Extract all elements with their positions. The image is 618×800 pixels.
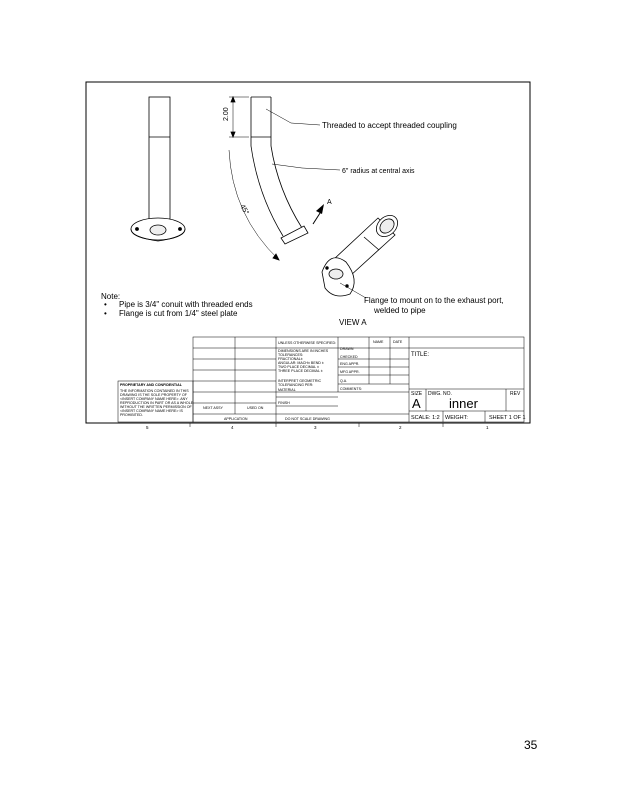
left-pipe-body [149, 97, 170, 219]
left-bolt-hole-b [179, 228, 182, 231]
threaded-callout: Threaded to accept threaded coupling [322, 121, 457, 130]
rev-label: REV [510, 391, 521, 397]
do-not-scale: DO NOT SCALE DRAWING [285, 417, 330, 421]
tolerances-label: TOLERANCES: [278, 353, 304, 357]
interpret-line-2: TOLERANCING PER: [278, 383, 314, 387]
drawn-label: DRAWN [340, 347, 354, 351]
proprietary-line-1: THE INFORMATION CONTAINED IN THIS [120, 389, 189, 393]
size-value: A [412, 396, 421, 411]
zone-4: 4 [231, 425, 234, 430]
dwg-no-label: DWG. NO. [428, 391, 452, 397]
material-label: MATERIAL [278, 388, 296, 392]
dim-arrow-down [231, 132, 235, 137]
size-label: SIZE [411, 391, 423, 397]
view-a-arrowhead [316, 204, 324, 214]
mfg-appr-label: MFG APPR. [340, 370, 360, 374]
left-bolt-hole-a [136, 228, 139, 231]
dim-length-label: 2.00 [223, 107, 230, 121]
flange-callout-line1: Flange to mount on to the exhaust port, [364, 296, 504, 305]
view-a-bolt-a [326, 267, 329, 270]
pipe-bottom-flange [281, 226, 308, 244]
proprietary-line-5: WITHOUT THE WRITTEN PERMISSION OF [120, 405, 192, 409]
date-header: DATE [393, 340, 403, 344]
notes-heading: Note: [101, 292, 121, 301]
view-a-flange-hole [329, 269, 343, 279]
view-a-arrow [313, 204, 324, 224]
angular-label: ANGULAR: MACH± BEND ± [278, 361, 324, 365]
name-header: NAME [373, 340, 384, 344]
next-assy-label: NEXT ASSY [203, 406, 223, 410]
pipe-bend-left-edge [251, 146, 283, 236]
dims-in-inches: DIMENSIONS ARE IN INCHES [278, 349, 329, 353]
weight-label: WEIGHT: [445, 415, 468, 421]
title-block-text [120, 340, 403, 421]
scale-label: SCALE: 1:2 [411, 415, 440, 421]
interpret-line-1: INTERPRET GEOMETRIC [278, 379, 322, 383]
zone-1: 1 [486, 425, 489, 430]
proprietary-line-6: <INSERT COMPANY NAME HERE> IS [120, 409, 183, 413]
page-number: 35 [524, 738, 538, 752]
proprietary-heading: PROPRIETARY AND CONFIDENTIAL [120, 383, 182, 387]
zone-2: 2 [399, 425, 402, 430]
view-a-label: VIEW A [339, 318, 367, 327]
three-place-label: THREE PLACE DECIMAL ± [278, 369, 323, 373]
comments-label: COMMENTS: [340, 387, 362, 391]
sheet-count: SHEET 1 OF 1 [489, 415, 526, 421]
dim-angle-label: 45° [238, 203, 250, 217]
zone-markers [146, 423, 489, 430]
used-on-label: USED ON [247, 406, 264, 410]
left-flange-hole [150, 225, 166, 235]
finish-label: FINISH [278, 401, 290, 405]
fractional-label: FRACTIONAL± [278, 357, 303, 361]
radius-leader [272, 164, 340, 170]
threaded-leader [266, 109, 320, 125]
note-item-2: Flange is cut from 1/4" steel plate [119, 309, 238, 318]
two-place-label: TWO PLACE DECIMAL ± [278, 365, 319, 369]
dwg-no-value: inner [449, 396, 478, 411]
note-item-1: Pipe is 3/4" conuit with threaded ends [119, 300, 253, 309]
flange-callout-line2: welded to pipe [374, 306, 426, 315]
qa-label: Q.A. [340, 379, 348, 383]
proprietary-line-4: REPRODUCTION IN PART OR AS A WHOLE [120, 401, 194, 405]
pipe-bend-right-edge [271, 146, 302, 228]
note-bullet-2: • [104, 309, 107, 318]
left-pipe-view [131, 97, 185, 241]
eng-appr-label: ENG APPR. [340, 362, 360, 366]
zone-5: 5 [146, 425, 149, 430]
view-a-arrow-label: A [327, 199, 332, 206]
view-a-part [322, 211, 402, 298]
unless-specified: UNLESS OTHERWISE SPECIFIED: [278, 341, 337, 345]
dim-arrow-up [231, 97, 235, 102]
application-label: APPLICATION [224, 417, 248, 421]
proprietary-line-2: DRAWING IS THE SOLE PROPERTY OF [120, 393, 187, 397]
checked-label: CHECKED [340, 355, 358, 359]
note-bullet-1: • [104, 300, 107, 309]
proprietary-line-3: <INSERT COMPANY NAME HERE>. ANY [120, 397, 188, 401]
radius-callout: 6" radius at central axis [342, 168, 415, 175]
angle-dimension-arc [229, 150, 279, 260]
title-label: TITLE: [411, 352, 430, 358]
proprietary-line-7: PROHIBITED. [120, 413, 143, 417]
zone-3: 3 [314, 425, 317, 430]
